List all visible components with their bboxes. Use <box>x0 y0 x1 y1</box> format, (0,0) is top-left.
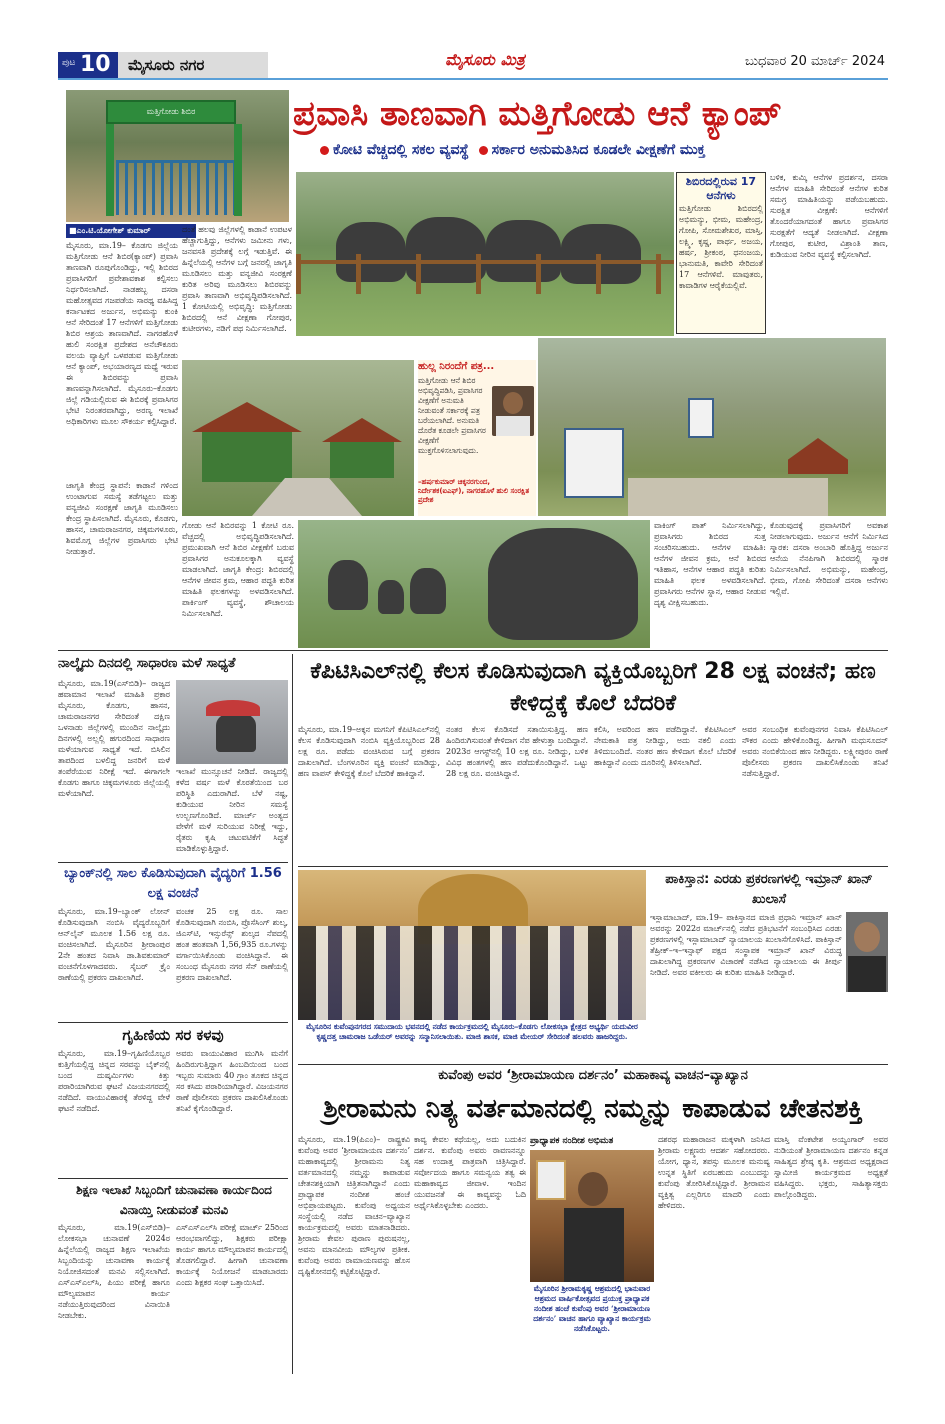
elephant-shape <box>410 568 446 614</box>
lead-column-2: ದಂತೆ ಹಲವು ಜಿಲ್ಲೆಗಳಲ್ಲಿ ಕಾಡಾನೆ ಉಪಟಳ ಹೆಚ್ಚಾಗುತ್ತಿದ್ದು, ಆನೆಗಳು ಜಮೀನು ಗಳು, ಜನವಸತಿ ಪ್ರದೇಶಕ್ಕೆ ಲಗ್ಗೆ ಇಡುತ್ತಿವೆ. ಈ ಹಿನ್ನೆಲೆಯಲ್ಲಿ ಆನೆಗಳ ಬಗ್ಗೆ ಜನರಲ್ಲಿ ಜಾಗೃತಿ ಮೂಡಿಸಲು ಮತ್ತು ವನ್ಯಜೀವಿ ಸಂರಕ್ಷಣೆ ಕುರಿತ ಅರಿವು ಮೂಡಿಸಲು ಶಿಬಿರವನ್ನು ಪ್ರವಾಸಿ ತಾಣವಾಗಿ ಅಭಿವೃದ್ಧಿಪಡಿಸಲಾಗಿದೆ. 1 ಕೋಟಿಯಲ್ಲಿ ಅಭಿವೃದ್ಧಿ: ಮತ್ತಿಗೋಡು ಶಿಬಿರದಲ್ಲಿ ಆನೆ ವೀಕ್ಷಣಾ ಗೋಪುರ, ಕುಟೀರಗಳು, ನಡಿಗೆ ಪಥ ನಿರ್ಮಿಸಲಾಗಿದೆ. <box>182 225 292 333</box>
imran-face <box>854 922 880 952</box>
kuvempu-body-4: ಮಾಸ್ತಿ ವೆಂಕಟೇಶ ಅಯ್ಯಂಗಾರ್ ಅವರ ನುಡಿಯಂತೆ ಶ್ರೀರಾಮಾಯಣ ದರ್ಶನಂ ಕನ್ನಡ ಸಾಹಿತ್ಯದ ಶ್ರೇಷ್ಠ ಕೃತಿ. ಆಶ್ರಮದ ಅಧ್ಯಕ್ಷರಾದ ಸ್ವಾಮೀಜಿ ಕಾರ್ಯಕ್ರಮದ ಅಧ್ಯಕ್ಷತೆ ವಹಿಸಿದ್ದರು. ಭಕ್ತರು, ಸಾಹಿತ್ಯಾಸಕ್ತರು ಪಾಲ್ಗೊಂಡಿದ್ದರು. <box>774 1135 888 1199</box>
rain-body-2: ಇಲಾಖೆ ಮುನ್ಸೂಚನೆ ನೀಡಿದೆ. ರಾಜ್ಯದಲ್ಲಿ ಕಳೆದ ವರ್ಷ ಮಳೆ ಕೊರತೆಯಿಂದ ಬರ ಪರಿಸ್ಥಿತಿ ಎದುರಾಗಿದೆ. ಬೆಳೆ ನಷ್ಟ, ಕುಡಿಯುವ ನೀರಿನ ಸಮಸ್ಯೆ ಉಲ್ಬಣಗೊಂಡಿದೆ. ಮಾರ್ಚ್ ಅಂತ್ಯದ ವೇಳೆಗೆ ಮಳೆ ಸುರಿಯುವ ನಿರೀಕ್ಷೆ ಇದ್ದು, ರೈತರು ಕೃಷಿ ಚಟುವಟಿಕೆಗೆ ಸಿದ್ಧತೆ ಮಾಡಿಕೊಳ್ಳುತ್ತಿದ್ದಾರೆ. <box>176 767 288 853</box>
lead-column-2b: ಗೋಡು ಆನೆ ಶಿಬಿರವನ್ನು 1 ಕೋಟಿ ರೂ. ವೆಚ್ಚದಲ್ಲಿ ಅಭಿವೃದ್ಧಿಪಡಿಸಲಾಗಿದೆ. ಪ್ರಮುಖವಾಗಿ ಆನೆ ಶಿಬಿರ ವೀಕ್ಷಣೆಗೆ ಬರುವ ಪ್ರವಾಸಿಗರ ಅನುಕೂಲಕ್ಕಾಗಿ ವ್ಯವಸ್ಥೆ ಮಾಡಲಾಗಿದೆ. ಜಾಗೃತಿ ಕೇಂದ್ರ: ಶಿಬಿರದಲ್ಲಿ ಆನೆಗಳ ಜೀವನ ಕ್ರಮ, ಆಹಾರ ಪದ್ಧತಿ ಕುರಿತ ಮಾಹಿತಿ ಫಲಕಗಳನ್ನು ಅಳವಡಿಸಲಾಗಿದೆ. ಪಾರ್ಕಿಂಗ್ ವ್ಯವಸ್ಥೆ, ಶೌಚಾಲಯ ನಿರ್ಮಿಸಲಾಗಿದೆ. <box>182 521 294 618</box>
lead-column-3b: ವಾಕಿಂಗ್ ಪಾತ್ ನಿರ್ಮಿಸಲಾಗಿದ್ದು, ಪ್ರವಾಸಿಗರು ಶಿಬಿರದ ಸುತ್ತ ಸಂಚರಿಸಬಹುದು. ಆನೆಗಳ ಮಾಹಿತಿ: ಆನೆಗಳ ಜೀವನ ಕ್ರಮ, ಆನೆ ಶಿಬಿರದ ಇತಿಹಾಸ, ಆನೆಗಳ ಆಹಾರ ಪದ್ಧತಿ ಕುರಿತು ಮಾಹಿತಿ ಫಲಕ ಅಳವಡಿಸಲಾಗಿದೆ. ಪ್ರವಾಸಿಗರು ಆನೆಗಳ ಸ್ನಾನ, ಆಹಾರ ನೀಡುವ ದೃಶ್ಯ ವೀಕ್ಷಿಸಬಹುದು. <box>654 521 766 607</box>
info-board-2 <box>688 398 714 438</box>
pakistan-headline: ಪಾಕಿಸ್ತಾನ: ಎರಡು ಪ್ರಕರಣಗಳಲ್ಲಿ ಇಮ್ರಾನ್ ಖಾನ್ ಖುಲಾಸೆ <box>665 872 873 907</box>
elephant-shape <box>378 580 404 614</box>
bank-headline: ಬ್ಯಾಂಕ್‌ನಲ್ಲಿ ಸಾಲ ಕೊಡಿಸುವುದಾಗಿ ವೈದ್ಯರಿಗೆ 1.56 ಲಕ್ಷ ವಂಚನೆ <box>64 866 282 901</box>
group-photo-caption: ಮೈಸೂರಿನ ಕುವೆಂಪುನಗರದ ಸಮುದಾಯ ಭವನದಲ್ಲಿ ನಡೆದ ಕಾರ್ಯಕ್ರಮದಲ್ಲಿ ಮೈಸೂರು–ಕೊಡಗು ಲೋಕಸಭಾ ಕ್ಷೇತ್ರದ ಅಭ್ಯರ್ಥಿ ಯದುವೀರ ಕೃಷ್ಣದತ್ತ ಚಾಮರಾಜ ಒಡೆಯರ್ ಅವರನ್ನು ಸನ್ಮಾನಿಸಲಾಯಿತು. ಮಾಜಿ ಶಾಸಕ, ಮಾಜಿ ಮೇಯರ್ ಸೇರಿದಂತೆ ಹಲವರು ಹಾಜರಿದ್ದರು. <box>306 1022 638 1041</box>
education-body: ಮೈಸೂರು, ಮಾ.19(ಎಸ್‌ಬಿಡಿ)– ಲೋಕಸಭಾ ಚುನಾವಣೆ 2024ರ ಹಿನ್ನೆಲೆಯಲ್ಲಿ ರಾಜ್ಯದ ಶಿಕ್ಷಣ ಇಲಾಖೆಯ ಸಿಬ್ಬಂದಿಯನ್ನು ಚುನಾವಣಾ ಕಾರ್ಯಕ್ಕೆ ನಿಯೋಜಿಸದಂತೆ ಮನವಿ ಸಲ್ಲಿಸಲಾಗಿದೆ. ಎಸ್‌ಎಸ್‌ಎಲ್‌ಸಿ, ಪಿಯು ಪರೀಕ್ಷೆ ಹಾಗೂ ಮೌಲ್ಯಮಾಪನ ಕಾರ್ಯ ನಡೆಯುತ್ತಿರುವುದರಿಂದ ವಿನಾಯಿತಿ ನೀಡಬೇಕು. <box>58 1223 170 1320</box>
letter-box <box>418 360 536 516</box>
rain-photo <box>176 680 288 764</box>
speaker-face <box>578 1172 608 1206</box>
officer-face <box>503 392 523 414</box>
imran-body <box>848 956 886 992</box>
kptcl-body-2: ನಂತರ ಕೆಲಸ ಕೊಡಿಸದೆ ಸತಾಯಿಸುತ್ತಿದ್ದ. ಹಣ ಹಿಂದಿರುಗಿಸುವಂತೆ ಕೇಳಿದಾಗ ನೆಪ ಹೇಳುತ್ತಾ ಬಂದಿದ್ದಾನೆ. 2023ರ ಆಗಸ್ಟ್‌ನಲ್ಲಿ 10 ಲಕ್ಷ ರೂ. ನೀಡಿದ್ದು, ಬಳಿಕ ವಿವಿಧ ಹಂತಗಳಲ್ಲಿ ಹಣ ಪಡೆದುಕೊಂಡಿದ್ದಾನೆ. ಒಟ್ಟು 28 ಲಕ್ಷ ರೂ. ವಂಚಿಸಿದ್ದಾನೆ. <box>446 725 588 778</box>
chain-body-2: ಅವರು ವಾಯುವಿಹಾರ ಮುಗಿಸಿ ಮನೆಗೆ ಹಿಂದಿರುಗುತ್ತಿದ್ದಾಗ ಹಿಂಬದಿಯಿಂದ ಬಂದ ಇಬ್ಬರು ಸುಮಾರು 40 ಗ್ರಾಂ ತೂಕದ ಚಿನ್ನದ ಸರ ಕಸಿದು ಪರಾರಿಯಾಗಿದ್ದಾರೆ. ವಿಜಯನಗರ ಠಾಣೆ ಪೊಲೀಸರು ಪ್ರಕರಣ ದಾಖಲಿಸಿಕೊಂಡು ತನಿಖೆ ಕೈಗೊಂಡಿದ್ದಾರೆ. <box>176 1049 288 1113</box>
lead-column-1: ಮೈಸೂರು, ಮಾ.19– ಕೊಡಗು ಜಿಲ್ಲೆಯ ಮತ್ತಿಗೋಡು ಆನೆ ಶಿಬಿರ(ಕ್ಯಾಂಪ್) ಪ್ರವಾಸಿ ತಾಣವಾಗಿ ರೂಪುಗೊಂಡಿದ್ದು, ಇಲ್ಲಿ ಶಿಬಿರದ ಪ್ರವಾಸಿಗರಿಗೆ ಪ್ರವೇಶಾವಕಾಶ ಕಲ್ಪಿಸಲು ನಿರ್ಧರಿಸಲಾಗಿದೆ. ನಾಡಹಬ್ಬ ದಸರಾ ಮಹೋತ್ಸವದ ಗಜಪಡೆಯ ಸಾರಥ್ಯ ವಹಿಸಿದ್ದ ಕರ್ನಾಟಕದ ಅರ್ಜುನ, ಅಭಿಮನ್ಯು ಕುಂಕಿ ಆನೆ ಸೇರಿದಂತೆ 17 ಆನೆಗಳಿಗೆ ಮತ್ತಿಗೋಡು ಶಿಬಿರ ಆಶ್ರಯ ತಾಣವಾಗಿದೆ. ನಾಗರಹೊಳೆ ಹುಲಿ ಸಂರಕ್ಷಿತ ಪ್ರದೇಶದ ಅನೆಚೌಕೂರು ವಲಯ ವ್ಯಾಪ್ತಿಗೆ ಒಳಪಡುವ ಮತ್ತಿಗೋಡು ಆನೆ ಕ್ಯಾಂಪ್, ಅಭಯಾರಣ್ಯದ ಮಧ್ಯೆ ಇರುವ ಈ ಶಿಬಿರವನ್ನು ಪ್ರವಾಸಿ ತಾಣವನ್ನಾಗಿಸಲಾಗಿದೆ. ಮೈಸೂರು–ಕೊಡಗು ಜಿಲ್ಲೆ ಗಡಿಯಲ್ಲಿರುವ ಈ ಶಿಬಿರಕ್ಕೆ ಪ್ರವಾಸಿಗರ ಭೇಟಿ ನಿರಂತರವಾಗಿದ್ದು, ಅರಣ್ಯ ಇಲಾಖೆ ಅಧಿಕಾರಿಗಳು ಮೂಲ ಸೌಕರ್ಯ ಕಲ್ಪಿಸಿದ್ದಾರೆ. <box>66 241 178 426</box>
hut-body-2 <box>330 442 394 478</box>
speaker-body <box>564 1208 624 1282</box>
divider <box>58 862 288 863</box>
lead-subhead-2: ಸರ್ಕಾರ ಅನುಮತಿಸಿದ ಕೂಡಲೇ ವೀಕ್ಷಣೆಗೆ ಮುಕ್ತ <box>491 142 706 158</box>
pakistan-body: ಇಸ್ಲಾಮಾಬಾದ್, ಮಾ.19– ಪಾಕಿಸ್ತಾನದ ಮಾಜಿ ಪ್ರಧಾನಿ ಇಮ್ರಾನ್ ಖಾನ್ ಅವರನ್ನು 2022ರ ಮಾರ್ಚ್‌ನಲ್ಲಿ ನಡೆದ ಪ್ರತಿಭಟನೆಗೆ ಸಂಬಂಧಿಸಿದ ಎರಡು ಪ್ರಕರಣಗಳಲ್ಲಿ ಇಸ್ಲಾಮಾಬಾದ್ ನ್ಯಾಯಾಲಯ ಖುಲಾಸೆಗೊಳಿಸಿದೆ. ಪಾಕಿಸ್ತಾನ್ ತೆಹ್ರೀಕ್–ಇ–ಇನ್ಸಾಫ್ ಪಕ್ಷದ ಸಂಸ್ಥಾಪಕ ಇಮ್ರಾನ್ ಖಾನ್ ವಿರುದ್ಧ ದಾಖಲಾಗಿದ್ದ ಪ್ರಕರಣಗಳ ವಿಚಾರಣೆ ನಡೆಸಿದ ನ್ಯಾಯಾಲಯ ಈ ತೀರ್ಪು ನೀಡಿದೆ. ಅವರ ವಕೀಲರು ಈ ಕುರಿತು ಮಾಹಿತಿ ನೀಡಿದ್ದಾರೆ. <box>650 913 842 977</box>
rain-body: ಮೈಸೂರು, ಮಾ.19(ಎಸ್‌ಬಿಡಿ)– ರಾಜ್ಯದ ಹವಾಮಾನ ಇಲಾಖೆ ಮಾಹಿತಿ ಪ್ರಕಾರ ಮೈಸೂರು, ಕೊಡಗು, ಹಾಸನ, ಚಾಮರಾಜನಗರ ಸೇರಿದಂತೆ ದಕ್ಷಿಣ ಒಳನಾಡು ಜಿಲ್ಲೆಗಳಲ್ಲಿ ಮುಂದಿನ ನಾಲ್ಕೈದು ದಿನಗಳಲ್ಲಿ ಅಲ್ಲಲ್ಲಿ ಹಗುರದಿಂದ ಸಾಧಾರಣ ಮಳೆಯಾಗುವ ಸಾಧ್ಯತೆ ಇದೆ. ಬಿಸಿಲಿನ ತಾಪದಿಂದ ಬಳಲಿದ್ದ ಜನರಿಗೆ ಮಳೆ ತಂಪೆರೆಯುವ ನಿರೀಕ್ಷೆ ಇದೆ. ಈಗಾಗಲೇ ಕೊಡಗು ಹಾಗೂ ಚಿಕ್ಕಮಗಳೂರು ಜಿಲ್ಲೆಯಲ್ಲಿ ಮಳೆಯಾಗಿದೆ. <box>58 679 170 798</box>
issue-date: ಬುಧವಾರ 20 ಮಾರ್ಚ್ 2024 <box>745 54 885 69</box>
education-body-2: ಎಸ್‌ಎಸ್‌ಎಲ್‌ಸಿ ಪರೀಕ್ಷೆ ಮಾರ್ಚ್ 25ರಿಂದ ಆರಂಭವಾಗಲಿದ್ದು, ಶಿಕ್ಷಕರು ಪರೀಕ್ಷಾ ಕಾರ್ಯ ಹಾಗೂ ಮೌಲ್ಯಮಾಪನ ಕಾರ್ಯದಲ್ಲಿ ತೊಡಗಲಿದ್ದಾರೆ. ಹೀಗಾಗಿ ಚುನಾವಣಾ ಕಾರ್ಯಕ್ಕೆ ನಿಯೋಜನೆ ಮಾಡಬಾರದು ಎಂದು ಶಿಕ್ಷಕರ ಸಂಘ ಒತ್ತಾಯಿಸಿದೆ. <box>176 1223 288 1287</box>
info-board <box>564 428 624 498</box>
header-rule <box>58 78 888 80</box>
bank-body: ಮೈಸೂರು, ಮಾ.19–ಬ್ಯಾಂಕ್ ಲೋನ್ ಕೊಡಿಸುವುದಾಗಿ ನಂಬಿಸಿ ವೈದ್ಯರೊಬ್ಬರಿಗೆ ಆನ್‌ಲೈನ್ ಮೂಲಕ 1.56 ಲಕ್ಷ ರೂ. ವಂಚಿಸಲಾಗಿದೆ. ಮೈಸೂರಿನ ಶ್ರೀರಾಂಪುರ 2ನೇ ಹಂತದ ನಿವಾಸಿ ಡಾ.ಶಿವಕುಮಾರ್ ವಂಚನೆಗೊಳಗಾದವರು. ಸೈಬರ್ ಕ್ರೈಂ ಠಾಣೆಯಲ್ಲಿ ಪ್ರಕರಣ ದಾಖಲಾಗಿದೆ. <box>58 907 170 982</box>
path <box>252 478 362 516</box>
lead-column-4: ಬಳಿಕ, ಕುಮ್ಕಿ ಆನೆಗಳ ಪ್ರದರ್ಶನ, ದಸರಾ ಆನೆಗಳ ಮಾಹಿತಿ ಸೇರಿದಂತೆ ಆನೆಗಳ ಕುರಿತ ಸಮಗ್ರ ಮಾಹಿತಿಯನ್ನು ಪಡೆಯಬಹುದು. ಸುರಕ್ಷಿತ ವೀಕ್ಷಣೆ: ಆನೆಗಳಿಗೆ ತೊಂದರೆಯಾಗದಂತೆ ಹಾಗೂ ಪ್ರವಾಸಿಗರ ಸುರಕ್ಷತೆಗೆ ಆದ್ಯತೆ ನೀಡಲಾಗಿದೆ. ವೀಕ್ಷಣಾ ಗೋಪುರ, ಕುಟೀರ, ವಿಶ್ರಾಂತಿ ತಾಣ, ಕುಡಿಯುವ ನೀರಿನ ವ್ಯವಸ್ಥೆ ಕಲ್ಪಿಸಲಾಗಿದೆ. <box>770 173 888 259</box>
kuvempu-body-3: ದಶರಥ ಮಹಾರಾಜನ ಮಕ್ಕಳಾಗಿ ಜನಿಸಿದ ಶ್ರೀರಾಮ ಲಕ್ಷ್ಮಣರು ಆದರ್ಶ ಸಹೋದರರು. ಯೋಗ, ಧ್ಯಾನ, ತಪಸ್ಸು ಮೂಲಕ ಮನುಷ್ಯ ಉನ್ನತ ಸ್ಥಿತಿಗೆ ಏರಬಹುದು ಎಂಬುದನ್ನು ಕುವೆಂಪು ತೋರಿಸಿಕೊಟ್ಟಿದ್ದಾರೆ. ಶ್ರೀರಾಮನ ವ್ಯಕ್ತಿತ್ವ ಎಲ್ಲರಿಗೂ ಮಾದರಿ ಎಂದು ಹೇಳಿದರು. <box>658 1135 770 1210</box>
divider <box>298 1064 888 1065</box>
lead-headline: ಪ್ರವಾಸಿ ತಾಣವಾಗಿ ಮತ್ತಿಗೋಡು ಆನೆ ಕ್ಯಾಂಪ್ <box>293 94 782 134</box>
kuvempu-body-1: ಮೈಸೂರು, ಮಾ.19(ಪಿಎಂ)– ರಾಷ್ಟ್ರಕವಿ ಕುವೆಂಪು ಅವರ ‘ಶ್ರೀರಾಮಾಯಣ ದರ್ಶನಂ’ ಮಹಾಕಾವ್ಯದಲ್ಲಿ ಶ್ರೀರಾಮನು ನಿತ್ಯ ವರ್ತಮಾನದಲ್ಲಿ ನಮ್ಮನ್ನು ಕಾಪಾಡುವ ಚೇತನಶಕ್ತಿಯಾಗಿ ಚಿತ್ರಿತನಾಗಿದ್ದಾನೆ ಎಂದು ಪ್ರಾಧ್ಯಾಪಕ ನಂದೀಶ ಹಂಚೆ ಅಭಿಪ್ರಾಯಪಟ್ಟರು. ಕುವೆಂಪು ಅಧ್ಯಯನ ಸಂಸ್ಥೆಯಲ್ಲಿ ನಡೆದ ವಾಚನ–ವ್ಯಾಖ್ಯಾನ ಕಾರ್ಯಕ್ರಮದಲ್ಲಿ ಅವರು ಮಾತನಾಡಿದರು. ಶ್ರೀರಾಮ ಕೇವಲ ಪುರಾಣ ಪುರುಷನಲ್ಲ, ಅವನು ಮಾನವೀಯ ಮೌಲ್ಯಗಳ ಪ್ರತೀಕ. ಕುವೆಂಪು ಅವರು ರಾಮಾಯಣವನ್ನು ಹೊಸ ದೃಷ್ಟಿಕೋನದಲ್ಲಿ ಕಟ್ಟಿಕೊಟ್ಟಿದ್ದಾರೆ. <box>298 1135 410 1276</box>
portrait-frame <box>536 1160 566 1200</box>
lead-column-1b: ಜಾಗೃತಿ ಕೇಂದ್ರ ಸ್ಥಾಪನೆ: ಕಾಡಾನೆ ಗಳಿಂದ ಉಂಟಾಗುವ ಸಮಸ್ಯೆ ತಡೆಗಟ್ಟಲು ಮತ್ತು ವನ್ಯಜೀವಿ ಸಂರಕ್ಷಣೆ ಜಾಗೃತಿ ಮೂಡಿಸಲು ಕೇಂದ್ರ ಸ್ಥಾಪಿಸಲಾಗಿದೆ. ಮೈಸೂರು, ಕೊಡಗು, ಹಾಸನ, ಚಾಮರಾಜನಗರ, ಚಿಕ್ಕಮಗಳೂರು, ಶಿವಮೊಗ್ಗ ಜಿಲ್ಲೆಗಳ ಪ್ರವಾಸಿಗರು ಭೇಟಿ ನೀಡುತ್ತಾರೆ. <box>66 481 178 556</box>
lead-byline: ■ಎಂ.ಟಿ.ಯೋಗೇಶ್ ಕುಮಾರ್ <box>66 224 196 238</box>
box-title: ಶಿಬಿರದಲ್ಲಿರುವ 17 ಆನೆಗಳು <box>685 175 757 202</box>
letter-signature: –ಹರ್ಷಕುಮಾರ್ ಚಿಕ್ಕನರಗುಂದ, ನಿರ್ದೇಶಕ(ಐಎಫ್), ನಾಗರಹೊಳೆ ಹುಲಿ ಸಂರಕ್ಷಿತ ಪ್ರದೇಶ <box>418 478 530 504</box>
imran-photo <box>846 912 888 992</box>
shelter <box>788 438 848 474</box>
rain-headline: ನಾಲ್ಕೈದು ದಿನದಲ್ಲಿ ಸಾಧಾರಣ ಮಳೆ ಸಾಧ್ಯತೆ <box>58 656 236 671</box>
divider <box>58 650 888 651</box>
kuvempu-body-2: ಕಾವ್ಯ ಕೇವಲ ಕಥೆಯಲ್ಲ, ಅದು ಬದುಕಿನ ದರ್ಶನ. ಕುವೆಂಪು ಅವರು ರಾವಣನನ್ನೂ ಸಹ ಉದಾತ್ತ ಪಾತ್ರವಾಗಿ ಚಿತ್ರಿಸಿದ್ದಾರೆ. ಸರ್ವೋದಯ ಹಾಗೂ ಸಮನ್ವಯ ತತ್ವ ಈ ಮಹಾಕಾವ್ಯದ ಜೀವಾಳ. ಇಂದಿನ ಯುವಜನತೆ ಈ ಕಾವ್ಯವನ್ನು ಓದಿ ಅರ್ಥೈಸಿಕೊಳ್ಳಬೇಕು ಎಂದರು. <box>414 1135 526 1210</box>
kuvempu-subhead: ಪ್ರಾಧ್ಯಾಪಕ ನಂದೀಶ ಅಭಿಮತ <box>530 1136 614 1146</box>
section-bar <box>118 52 268 78</box>
column-divider <box>292 654 293 1374</box>
fence-beam <box>296 260 674 264</box>
officer-photo <box>492 386 534 436</box>
chain-headline: ಗೃಹಿಣಿಯ ಸರ ಕಳವು <box>122 1026 224 1044</box>
divider <box>298 866 888 867</box>
speaker-photo <box>530 1150 654 1282</box>
bullet-icon <box>320 146 329 155</box>
lead-subheads <box>320 142 880 166</box>
bullet-icon <box>479 146 488 155</box>
page-number: 10 <box>80 52 111 77</box>
gate-pillar-left <box>106 124 114 216</box>
page-number-box <box>58 52 118 78</box>
divider <box>58 1022 288 1023</box>
lead-subhead-1: ಕೋಟಿ ವೆಚ್ಚದಲ್ಲಿ ಸಕಲ ವ್ಯವಸ್ಥೆ <box>333 142 469 158</box>
divider <box>58 1178 288 1179</box>
scooter-shape <box>216 714 256 752</box>
gate-sign-text: ಮತ್ತಿಗೋಡು ಶಿಬಿರ <box>146 107 196 116</box>
letter-body: ಮತ್ತಿಗೋಡು ಆನೆ ಶಿಬಿರ ಅಭಿವೃದ್ಧಿಪಡಿಸಿ, ಪ್ರವಾಸಿಗರ ವೀಕ್ಷಣೆಗೆ ಅನುಮತಿ ನೀಡುವಂತೆ ಸರ್ಕಾರಕ್ಕೆ ಪತ್ರ ಬರೆಯಲಾಗಿದೆ. ಅನುಮತಿ ದೊರೆತ ಕೂಡಲೇ ಪ್ರವಾಸಿಗರ ವೀಕ್ಷಣೆಗೆ ಮುಕ್ತಗೊಳಿಸಲಾಗುವುದು. <box>418 376 486 455</box>
chain-body: ಮೈಸೂರು, ಮಾ.19–ಗೃಹಿಣಿಯೊಬ್ಬರ ಕುತ್ತಿಗೆಯಲ್ಲಿದ್ದ ಚಿನ್ನದ ಸರವನ್ನು ಬೈಕ್‌ನಲ್ಲಿ ಬಂದ ದುಷ್ಕರ್ಮಿಗಳು ಕಿತ್ತು ಪರಾರಿಯಾಗಿರುವ ಘಟನೆ ವಿಜಯನಗರದಲ್ಲಿ ನಡೆದಿದೆ. ವಾಯುವಿಹಾರಕ್ಕೆ ತೆರಳಿದ್ದ ವೇಳೆ ಘಟನೆ ನಡೆದಿದೆ. <box>58 1049 170 1113</box>
walkway <box>628 478 828 516</box>
kptcl-headline: ಕೆಪಿಟಿಸಿಎಲ್‌ನಲ್ಲಿ ಕೆಲಸ ಕೊಡಿಸುವುದಾಗಿ ವ್ಯಕ್ತಿಯೊಬ್ಬರಿಗೆ 28 ಲಕ್ಷ ವಂಚನೆ; ಹಣ ಕೇಳಿದ್ದಕ್ಕೆ ಕೊಲೆ ಬೆದರಿಕೆ <box>310 659 876 716</box>
hut-body <box>202 432 292 482</box>
kuvempu-kicker: ಕುವೆಂಪು ಅವರ ‘ಶ್ರೀರಾಮಾಯಣ ದರ್ಶನಂ’ ಮಹಾಕಾವ್ಯ ವಾಚನ–ವ್ಯಾಖ್ಯಾನ <box>438 1068 748 1083</box>
kptcl-body-3: ಕಲಿಸಿ, ಅವರಿಂದ ಹಣ ಪಡೆದಿದ್ದಾನೆ. ಕೆಪಿಟಿಸಿಎಲ್ ನೇಮಕಾತಿ ಪತ್ರ ನೀಡಿದ್ದು, ಅದು ನಕಲಿ ಎಂದು ತಿಳಿದುಬಂದಿದೆ. ನಂತರ ಹಣ ಕೇಳಿದಾಗ ಕೊಲೆ ಬೆದರಿಕೆ ಹಾಕಿದ್ದಾನೆ ಎಂದು ದೂರಿನಲ್ಲಿ ತಿಳಿಸಲಾಗಿದೆ. <box>594 725 736 767</box>
umbrella-shape <box>206 700 260 716</box>
elephants-list-box <box>676 172 766 334</box>
education-headline: ಶಿಕ್ಷಣ ಇಲಾಖೆ ಸಿಬ್ಬಂದಿಗೆ ಚುನಾವಣಾ ಕಾರ್ಯದಿಂದ ವಿನಾಯ್ತಿ ನೀಡುವಂತೆ ಮನವಿ <box>76 1183 272 1217</box>
kptcl-body-1: ಮೈಸೂರು, ಮಾ.19–ಅಕ್ಕನ ಮಗನಿಗೆ ಕೆಪಿಟಿಸಿಎಲ್‌ನಲ್ಲಿ ಕೆಲಸ ಕೊಡಿಸುವುದಾಗಿ ನಂಬಿಸಿ ವ್ಯಕ್ತಿಯೊಬ್ಬರಿಂದ 28 ಲಕ್ಷ ರೂ. ಪಡೆದು ವಂಚಿಸಿರುವ ಬಗ್ಗೆ ಪ್ರಕರಣ ದಾಖಲಾಗಿದೆ. ಬೆಂಗಳೂರಿನ ವ್ಯಕ್ತಿ ವಂಚನೆ ಮಾಡಿದ್ದು, ಹಣ ವಾಪಸ್ ಕೇಳಿದ್ದಕ್ಕೆ ಕೊಲೆ ಬೆದರಿಕೆ ಹಾಕಿದ್ದಾನೆ. <box>298 725 440 778</box>
bank-body-2: ವಂಚಕ 25 ಲಕ್ಷ ರೂ. ಸಾಲ ಕೊಡಿಸುವುದಾಗಿ ನಂಬಿಸಿ, ಪ್ರೊಸೆಸಿಂಗ್ ಶುಲ್ಕ, ಜಿಎಸ್‌ಟಿ, ಇನ್ಸುರೆನ್ಸ್ ಶುಲ್ಕದ ನೆಪದಲ್ಲಿ ಹಂತ ಹಂತವಾಗಿ 1,56,935 ರೂ.ಗಳನ್ನು ವರ್ಗಾಯಿಸಿಕೊಂಡು ವಂಚಿಸಿದ್ದಾನೆ. ಈ ಸಂಬಂಧ ಮೈಸೂರು ನಗರ ಸೆನ್ ಠಾಣೆಯಲ್ಲಿ ಪ್ರಕರಣ ದಾಖಲಾಗಿದೆ. <box>176 907 288 982</box>
info-board-photo <box>538 338 886 516</box>
elephant-shape <box>328 560 368 610</box>
letter-title: ಹುಲ್ಲ ನಿರಂದೆಗೆ ಪತ್ರ... <box>418 361 495 372</box>
box-body: ಮತ್ತಿಗೋಡು ಶಿಬಿರದಲ್ಲಿ ಅಭಿಮನ್ಯು, ಭೀಮ, ಮಹೇಂದ್ರ, ಗೋಪಿ, ಸೋಮಶೇಖರ, ಮಾಸ್ತಿ, ಲಕ್ಷ್ಮಿ, ಕೃಷ್ಣ, ಪಾರ್ಥ, ಅಜಯ, ಹರ್ಷ, ಶ್ರೀಕಂಠ, ಧನಂಜಯ, ಭಾನುಮತಿ, ಕಾವೇರಿ ಸೇರಿದಂತೆ 17 ಆನೆಗಳಿವೆ. ಮಾವುತರು, ಕಾವಾಡಿಗಳ ಆರೈಕೆಯಲ್ಲಿವೆ. <box>679 204 763 290</box>
elephants-photo <box>296 172 674 336</box>
baby-elephants-photo <box>298 520 650 648</box>
masthead: ಮೈಸೂರು ಮಿತ್ರ <box>445 50 525 69</box>
camp-gate-photo <box>66 90 289 222</box>
hut-photo <box>182 360 414 516</box>
group-photo <box>298 870 646 1020</box>
gate-fence <box>116 160 236 215</box>
section-title: ಮೈಸೂರು ನಗರ <box>128 56 205 74</box>
kuvempu-headline: ಶ್ರೀರಾಮನು ನಿತ್ಯ ವರ್ತಮಾನದಲ್ಲಿ ನಮ್ಮನ್ನು ಕಾಪಾಡುವ ಚೇತನಶಕ್ತಿ <box>323 1094 863 1124</box>
people-row <box>298 926 646 1020</box>
gate-arch <box>106 100 236 124</box>
lead-column-4b: ಕೊಡುವುದಕ್ಕೆ ಪ್ರವಾಸಿಗರಿಗೆ ಅವಕಾಶ ನೀಡಲಾಗುವುದು. ಅರ್ಜುನ ಆನೆಗೆ ನಿರ್ಮಿಸಿದ ಸ್ಮಾರಕ: ದಸರಾ ಅಂಬಾರಿ ಹೊತ್ತಿದ್ದ ಅರ್ಜುನ ಆನೆಯ ನೆನಪಿಗಾಗಿ ಶಿಬಿರದಲ್ಲಿ ಸ್ಮಾರಕ ನಿರ್ಮಿಸಲಾಗಿದೆ. ಅಭಿಮನ್ಯು, ಮಹೇಂದ್ರ, ಭೀಮ, ಗೋಪಿ ಸೇರಿದಂತೆ ದಸರಾ ಆನೆಗಳು ಇಲ್ಲಿವೆ. <box>770 521 888 596</box>
gate-pillar-right <box>234 124 242 216</box>
elephant-shape <box>488 528 638 640</box>
page-label: ಪುಟ <box>62 58 76 68</box>
kptcl-body-4: ಅವರ ಸಂಬಂಧಿಕ ಕುವೆಂಪುನಗರ ನಿವಾಸಿ ಕೆಪಿಟಿಸಿಎಲ್ ನೌಕರ ಎಂದು ಹೇಳಿಕೊಂಡಿದ್ದ. ಹೀಗಾಗಿ ಮಧುಸೂದನ್ ಅವರು ನಂಬಿಕೆಯಿಂದ ಹಣ ನೀಡಿದ್ದರು. ಲಕ್ಷ್ಮೀಪುರಂ ಠಾಣೆ ಪೊಲೀಸರು ಪ್ರಕರಣ ದಾಖಲಿಸಿಕೊಂಡು ತನಿಖೆ ನಡೆಸುತ್ತಿದ್ದಾರೆ. <box>742 725 888 778</box>
officer-shirt <box>496 416 530 436</box>
hut-roof <box>192 402 302 432</box>
speaker-photo-caption: ಮೈಸೂರಿನ ಶ್ರೀರಾಮಕೃಷ್ಣ ಆಶ್ರಮದಲ್ಲಿ ಭಾನುವಾರ ಆಶ್ರಮದ ವಾರ್ಷಿಕೋತ್ಸವದ ಪ್ರಯುಕ್ತ ಪ್ರಾಧ್ಯಾಪಕ ನಂದೀಶ ಹಂಚೆ ಕುವೆಂಪು ಅವರ ‘ಶ್ರೀರಾಮಾಯಣ ದರ್ಶನಂ’ ವಾಚನ ಹಾಗೂ ವ್ಯಾಖ್ಯಾನ ಕಾರ್ಯಕ್ರಮ ನಡೆಸಿಕೊಟ್ಟರು. <box>533 1284 651 1333</box>
page-header <box>0 48 945 80</box>
hut-roof-2 <box>322 418 402 442</box>
